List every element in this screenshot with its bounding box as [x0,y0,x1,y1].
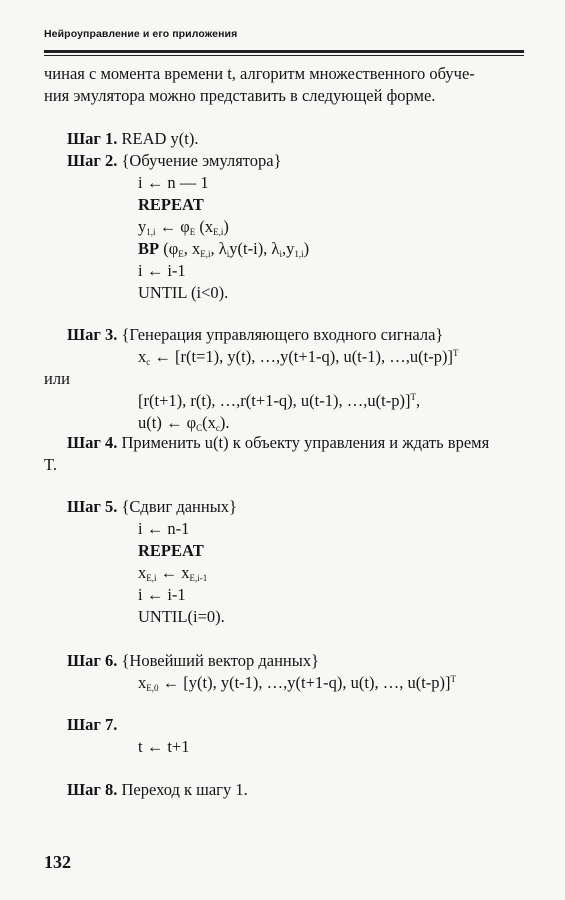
step-2-label: Шаг 2. [67,151,118,170]
step-1-text: READ y(t). [117,129,199,148]
step-2-until: UNTIL (i<0). [138,283,229,302]
step-3-line-2: [r(t+1), r(t), …,r(t+1-q), u(t-1), …,u(t-p)]$^T$, [138,391,421,410]
step-4-text: Применить u(t) к объекту управления и ждать время [117,433,490,452]
step-2-line-5: i ← i-1 [138,261,186,280]
step-2 [67,151,282,171]
step-5-repeat: REPEAT [138,541,204,560]
step-2-text: {Обучение эмулятора} [117,151,282,170]
step-2-line-3: $y_{1,i}$ ← $\varphi_E$ $(x_{E,i})$ [138,217,229,237]
step-6-label: Шаг 6. [67,651,118,670]
step-5-line-1: i ← n-1 [138,519,190,538]
step-7-line-1: t ← t+1 [138,737,190,756]
step-5-until: UNTIL(i=0). [138,607,225,626]
running-header: Нейроуправление и его приложения [44,28,238,40]
step-8 [67,780,248,800]
step-2-repeat: REPEAT [138,195,204,214]
step-5-text: {Сдвиг данных} [117,497,237,516]
step-1-label: Шаг 1. [67,129,118,148]
step-3-label: Шаг 3. [67,325,118,344]
step-1 [67,129,199,149]
step-4-label: Шаг 4. [67,433,118,452]
step-2-line-4: BP ($\varphi_E$, $x_{E,i}$, $\lambda_iy(t-i)$, $\lambda_i,y_{1,i}$) [138,239,310,259]
step-3-line-3: u(t) ← $\varphi_C(x_c)$. [138,413,230,433]
step-5 [67,497,237,517]
step-2-line-1: i ← n — 1 [138,173,209,192]
step-5-label: Шаг 5. [67,497,118,516]
intro-line-1: чиная с момента времени t, алгоритм множественного обуче- [44,64,475,83]
intro-line-2: ния эмулятора можно представить в следующей форме. [44,86,436,105]
step-3-line-1: $x_c$ ← [r(t=1), y(t), …,y(t+1-q), u(t-1), …,u(t-p)]$^T$ [138,347,459,367]
step-3 [67,325,443,345]
step-5-line-4: i ← i-1 [138,585,186,604]
page-number: 132 [44,852,71,872]
step-3-text: {Генерация управляющего входного сигнала} [117,325,444,344]
header-rule-thick [44,50,524,53]
step-6 [67,651,319,671]
step-8-text: Переход к шагу 1. [117,780,248,799]
step-5-line-3: $x_{E,i}$ ← $x_{E,i-1}$ [138,563,208,583]
step-6-text: {Новейший вектор данных} [117,651,319,670]
step-7-label: Шаг 7. [67,715,118,734]
step-7 [67,715,117,735]
step-3-or: или [44,369,70,388]
step-8-label: Шаг 8. [67,780,118,799]
step-6-line-1: $x_{E,0}$ ← [y(t), y(t-1), …,y(t+1-q), u(t), …, u(t-p)]$^T$ [138,673,457,693]
header-rule-thin [44,55,524,56]
step-4-continuation: T. [44,455,57,474]
step-4 [67,433,489,453]
